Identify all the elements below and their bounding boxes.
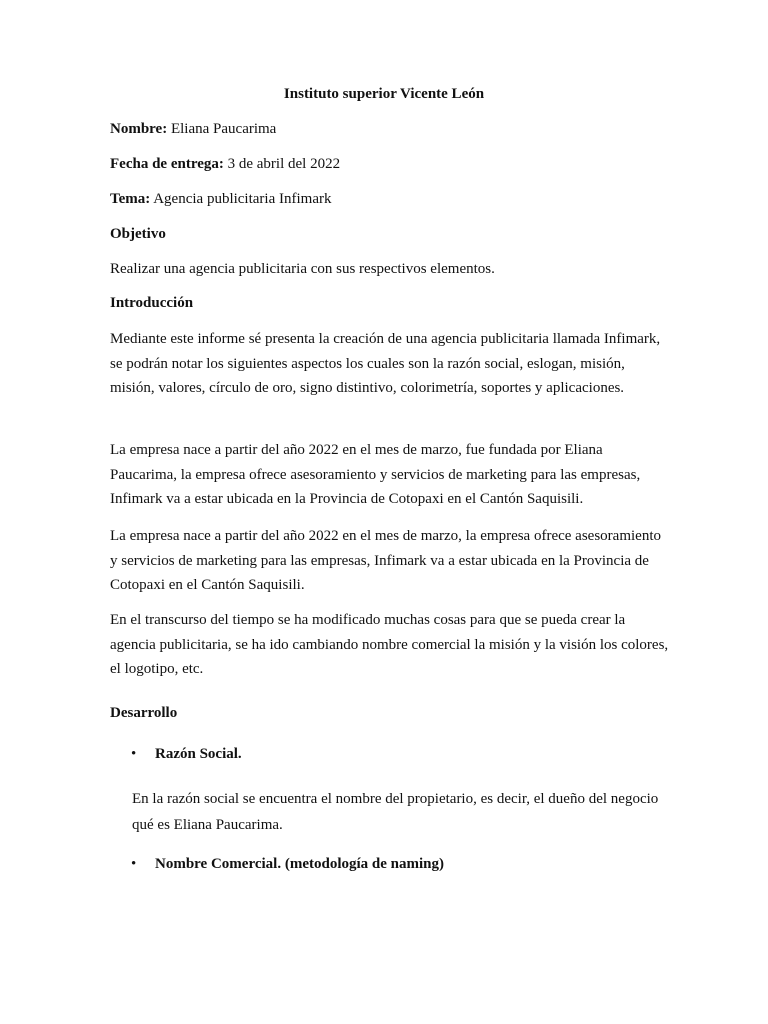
name-value: Eliana Paucarima [170, 121, 277, 137]
name-line [110, 121, 276, 138]
bullet-title: Razón Social. [155, 746, 242, 762]
topic-line [110, 191, 331, 208]
intro-paragraph-2: La empresa nace a partir del año 2022 en el mes de marzo, fue fundada por Eliana Paucarima, la empresa ofrece asesoramiento y servicios de marketing para las empresas, Infimark va a estar ubicada en la Provincia de Cotopaxi en el Cantón Saquisili. [110, 442, 641, 507]
objective-text: Realizar una agencia publicitaria con sus respectivos elementos. [110, 261, 495, 277]
intro-heading: Introducción [110, 295, 194, 311]
date-line [110, 156, 340, 173]
bullet-nombre-comercial [131, 856, 444, 873]
intro-paragraph-4: En el transcurso del tiempo se ha modificado muchas cosas para que se pueda crear la agencia publicitaria, se ha ido cambiando nombre comercial la misión y la visión los colores, el logotipo, etc. [110, 612, 669, 677]
intro-paragraph-1: Mediante este informe sé presenta la creación de una agencia publicitaria llamada Infimark, se podrán notar los siguientes aspectos los cuales son la razón social, eslogan, misión, misión, valores, círculo de oro, signo distintivo, colorimetría, soportes y aplicaciones. [110, 331, 661, 396]
bullet-dot-icon: • [131, 856, 137, 872]
bullet-razon-social [131, 746, 242, 763]
intro-paragraph-3: La empresa nace a partir del año 2022 en el mes de marzo, la empresa ofrece asesoramiento y servicios de marketing para las empresas, Infimark va a estar ubicada en la Provincia de Cotopaxi en el Cantón Saquisili. [110, 528, 661, 593]
date-label: Fecha de entrega: [110, 156, 224, 172]
objective-heading: Objetivo [110, 226, 166, 242]
name-label: Nombre: [110, 121, 168, 137]
bullet-dot-icon: • [131, 746, 137, 762]
bullet-title: Nombre Comercial. (metodología de naming) [155, 856, 444, 872]
topic-label: Tema: [110, 191, 151, 207]
date-value: 3 de abril del 2022 [227, 156, 341, 172]
development-heading: Desarrollo [110, 705, 178, 721]
razon-social-text: En la razón social se encuentra el nombre del propietario, es decir, el dueño del negocio qué es Eliana Paucarima. [132, 791, 659, 833]
document-title: Instituto superior Vicente León [283, 86, 485, 102]
topic-value: Agencia publicitaria Infimark [153, 191, 332, 207]
